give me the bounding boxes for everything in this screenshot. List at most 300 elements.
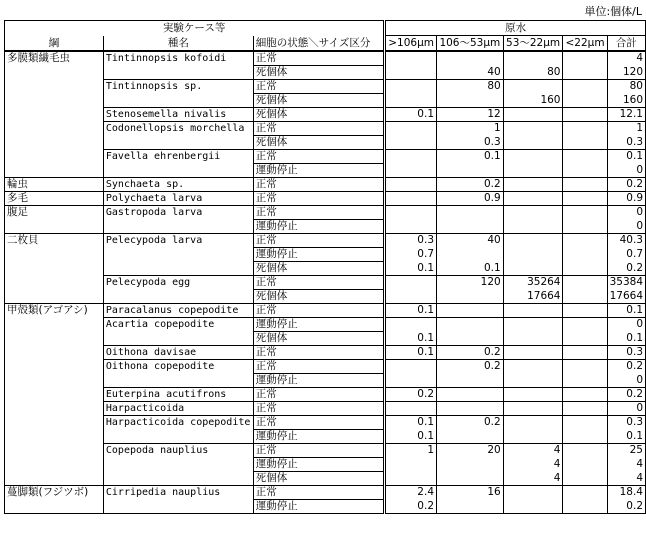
value-cell bbox=[503, 220, 563, 234]
total-cell: 0 bbox=[607, 220, 645, 234]
species-cell bbox=[103, 94, 253, 108]
value-cell: 0.1 bbox=[437, 150, 504, 164]
state-cell: 正常 bbox=[253, 416, 384, 430]
value-cell bbox=[385, 220, 437, 234]
class-cell bbox=[5, 122, 104, 136]
state-cell: 運動停止 bbox=[253, 318, 384, 332]
value-cell bbox=[563, 304, 607, 318]
total-cell: 0.2 bbox=[607, 262, 645, 276]
value-cell bbox=[563, 80, 607, 94]
state-cell: 正常 bbox=[253, 122, 384, 136]
value-cell bbox=[503, 500, 563, 514]
value-cell bbox=[563, 332, 607, 346]
unit-label: 単位:個体/L bbox=[584, 5, 642, 18]
value-cell bbox=[385, 374, 437, 388]
value-cell bbox=[385, 360, 437, 374]
total-cell: 4 bbox=[607, 472, 645, 486]
state-cell: 運動停止 bbox=[253, 220, 384, 234]
value-cell bbox=[503, 164, 563, 178]
species-cell bbox=[103, 472, 253, 486]
value-cell bbox=[503, 51, 563, 66]
species-cell: Tintinnopsis sp. bbox=[103, 80, 253, 94]
size-header: 53～22μm bbox=[503, 36, 563, 52]
value-cell: 1 bbox=[437, 122, 504, 136]
species-cell bbox=[103, 458, 253, 472]
state-cell: 正常 bbox=[253, 51, 384, 66]
value-cell bbox=[503, 108, 563, 122]
value-cell bbox=[437, 248, 504, 262]
state-cell: 運動停止 bbox=[253, 458, 384, 472]
value-cell: 120 bbox=[437, 276, 504, 290]
total-header: 合計 bbox=[607, 36, 645, 52]
class-header: 綱 bbox=[5, 36, 104, 52]
state-cell: 正常 bbox=[253, 486, 384, 500]
state-cell: 死個体 bbox=[253, 290, 384, 304]
total-cell: 0.3 bbox=[607, 416, 645, 430]
value-cell bbox=[385, 178, 437, 192]
species-cell bbox=[103, 248, 253, 262]
table-row bbox=[5, 402, 646, 416]
table-row bbox=[5, 290, 646, 304]
size-header: 106～53μm bbox=[437, 36, 504, 52]
state-cell: 正常 bbox=[253, 206, 384, 220]
class-cell: 多毛 bbox=[5, 192, 104, 206]
total-cell: 0 bbox=[607, 402, 645, 416]
value-cell bbox=[385, 122, 437, 136]
total-cell: 0.1 bbox=[607, 332, 645, 346]
species-cell: Codonellopsis morchella bbox=[103, 122, 253, 136]
value-cell: 0.7 bbox=[385, 248, 437, 262]
value-cell: 0.3 bbox=[437, 136, 504, 150]
value-cell: 4 bbox=[503, 472, 563, 486]
total-cell: 0.3 bbox=[607, 346, 645, 360]
value-cell bbox=[563, 192, 607, 206]
total-cell: 1 bbox=[607, 122, 645, 136]
value-cell bbox=[503, 136, 563, 150]
species-cell bbox=[103, 290, 253, 304]
class-cell bbox=[5, 262, 104, 276]
table-row bbox=[5, 416, 646, 430]
value-cell: 1 bbox=[385, 444, 437, 458]
value-cell bbox=[563, 248, 607, 262]
value-cell bbox=[563, 136, 607, 150]
value-cell: 16 bbox=[437, 486, 504, 500]
value-cell: 80 bbox=[437, 80, 504, 94]
species-cell bbox=[103, 220, 253, 234]
total-cell: 120 bbox=[607, 66, 645, 80]
class-cell: 輪虫 bbox=[5, 178, 104, 192]
species-cell bbox=[103, 262, 253, 276]
value-cell bbox=[503, 402, 563, 416]
source-header: 原水 bbox=[385, 21, 646, 36]
class-cell: 腹足 bbox=[5, 206, 104, 220]
value-cell bbox=[563, 94, 607, 108]
table-row bbox=[5, 360, 646, 374]
state-cell: 正常 bbox=[253, 388, 384, 402]
value-cell: 17664 bbox=[503, 290, 563, 304]
value-cell: 80 bbox=[503, 66, 563, 80]
total-cell: 0.2 bbox=[607, 178, 645, 192]
value-cell bbox=[563, 444, 607, 458]
species-cell bbox=[103, 66, 253, 80]
species-cell: Acartia copepodite bbox=[103, 318, 253, 332]
value-cell: 2.4 bbox=[385, 486, 437, 500]
value-cell: 0.1 bbox=[385, 430, 437, 444]
table-row bbox=[5, 500, 646, 514]
species-cell bbox=[103, 430, 253, 444]
value-cell bbox=[503, 80, 563, 94]
value-cell: 0.2 bbox=[437, 360, 504, 374]
value-cell bbox=[437, 290, 504, 304]
value-cell bbox=[385, 164, 437, 178]
class-cell bbox=[5, 66, 104, 80]
value-cell bbox=[385, 150, 437, 164]
total-cell: 0 bbox=[607, 206, 645, 220]
class-cell bbox=[5, 346, 104, 360]
value-cell bbox=[385, 94, 437, 108]
total-cell: 18.4 bbox=[607, 486, 645, 500]
table-row bbox=[5, 304, 646, 318]
value-cell bbox=[437, 51, 504, 66]
value-cell bbox=[503, 178, 563, 192]
species-cell bbox=[103, 136, 253, 150]
table-row bbox=[5, 192, 646, 206]
table-row bbox=[5, 248, 646, 262]
value-cell bbox=[385, 206, 437, 220]
value-cell bbox=[385, 290, 437, 304]
class-cell: 甲殻類(アゴアシ) bbox=[5, 304, 104, 318]
value-cell bbox=[563, 276, 607, 290]
value-cell bbox=[503, 388, 563, 402]
table-row bbox=[5, 486, 646, 500]
total-cell: 0.9 bbox=[607, 192, 645, 206]
class-cell bbox=[5, 276, 104, 290]
class-cell: 蔓脚類(フジツボ) bbox=[5, 486, 104, 500]
value-cell bbox=[503, 346, 563, 360]
value-cell bbox=[563, 178, 607, 192]
table-row bbox=[5, 276, 646, 290]
species-cell: Euterpina acutifrons bbox=[103, 388, 253, 402]
class-cell bbox=[5, 444, 104, 458]
species-cell: Stenosemella nivalis bbox=[103, 108, 253, 122]
class-cell bbox=[5, 430, 104, 444]
value-cell: 4 bbox=[503, 444, 563, 458]
species-cell: Cirripedia nauplius bbox=[103, 486, 253, 500]
table-row bbox=[5, 374, 646, 388]
table-row bbox=[5, 318, 646, 332]
value-cell bbox=[563, 150, 607, 164]
state-cell: 運動停止 bbox=[253, 500, 384, 514]
state-cell: 運動停止 bbox=[253, 248, 384, 262]
total-cell: 80 bbox=[607, 80, 645, 94]
value-cell bbox=[563, 402, 607, 416]
table-row bbox=[5, 136, 646, 150]
state-cell: 正常 bbox=[253, 80, 384, 94]
class-cell bbox=[5, 80, 104, 94]
total-cell: 0.7 bbox=[607, 248, 645, 262]
value-cell bbox=[437, 374, 504, 388]
value-cell bbox=[563, 430, 607, 444]
value-cell bbox=[437, 304, 504, 318]
state-cell: 正常 bbox=[253, 346, 384, 360]
value-cell bbox=[503, 360, 563, 374]
value-cell bbox=[563, 360, 607, 374]
class-cell bbox=[5, 220, 104, 234]
value-cell: 4 bbox=[503, 458, 563, 472]
value-cell: 0.1 bbox=[385, 346, 437, 360]
total-cell: 4 bbox=[607, 458, 645, 472]
value-cell: 0.2 bbox=[437, 178, 504, 192]
value-cell bbox=[437, 458, 504, 472]
class-cell: 二枚貝 bbox=[5, 234, 104, 248]
value-cell bbox=[503, 430, 563, 444]
class-cell: 多膜類繊毛虫 bbox=[5, 51, 104, 66]
value-cell bbox=[563, 290, 607, 304]
table-row bbox=[5, 66, 646, 80]
species-cell: Synchaeta sp. bbox=[103, 178, 253, 192]
value-cell bbox=[503, 374, 563, 388]
value-cell: 40 bbox=[437, 234, 504, 248]
value-cell bbox=[563, 472, 607, 486]
class-cell bbox=[5, 388, 104, 402]
total-cell: 0.1 bbox=[607, 304, 645, 318]
value-cell: 0.1 bbox=[385, 332, 437, 346]
class-cell bbox=[5, 416, 104, 430]
species-cell: Polychaeta larva bbox=[103, 192, 253, 206]
value-cell bbox=[563, 108, 607, 122]
table-row bbox=[5, 164, 646, 178]
class-cell bbox=[5, 472, 104, 486]
total-cell: 0.1 bbox=[607, 430, 645, 444]
total-cell: 0 bbox=[607, 374, 645, 388]
value-cell: 0.1 bbox=[437, 262, 504, 276]
class-cell bbox=[5, 136, 104, 150]
state-cell: 正常 bbox=[253, 402, 384, 416]
value-cell bbox=[437, 500, 504, 514]
value-cell bbox=[503, 150, 563, 164]
value-cell bbox=[563, 262, 607, 276]
value-cell bbox=[437, 402, 504, 416]
value-cell: 0.1 bbox=[385, 262, 437, 276]
total-cell: 0 bbox=[607, 164, 645, 178]
table-row bbox=[5, 234, 646, 248]
state-cell: 正常 bbox=[253, 192, 384, 206]
table-row bbox=[5, 458, 646, 472]
value-cell bbox=[437, 332, 504, 346]
data-table bbox=[4, 20, 646, 514]
class-cell bbox=[5, 150, 104, 164]
value-cell bbox=[385, 80, 437, 94]
table-row bbox=[5, 388, 646, 402]
species-cell: Oithona copepodite bbox=[103, 360, 253, 374]
total-cell: 35384 bbox=[607, 276, 645, 290]
value-cell: 0.1 bbox=[385, 416, 437, 430]
total-cell: 17664 bbox=[607, 290, 645, 304]
class-cell bbox=[5, 402, 104, 416]
value-cell bbox=[437, 472, 504, 486]
value-cell bbox=[503, 192, 563, 206]
value-cell: 0.2 bbox=[385, 388, 437, 402]
class-cell bbox=[5, 458, 104, 472]
value-cell bbox=[385, 458, 437, 472]
value-cell: 0.9 bbox=[437, 192, 504, 206]
state-header: 細胞の状態＼サイズ区分 bbox=[253, 36, 384, 52]
value-cell bbox=[563, 234, 607, 248]
table-row bbox=[5, 150, 646, 164]
total-cell: 0.2 bbox=[607, 360, 645, 374]
value-cell bbox=[385, 318, 437, 332]
value-cell bbox=[563, 416, 607, 430]
species-cell: Pelecypoda egg bbox=[103, 276, 253, 290]
species-cell bbox=[103, 500, 253, 514]
table-row bbox=[5, 444, 646, 458]
table-row bbox=[5, 94, 646, 108]
size-header: <22μm bbox=[563, 36, 607, 52]
value-cell bbox=[503, 248, 563, 262]
species-cell: Harpacticoida copepodite bbox=[103, 416, 253, 430]
state-cell: 死個体 bbox=[253, 262, 384, 276]
total-cell: 160 bbox=[607, 94, 645, 108]
value-cell bbox=[385, 136, 437, 150]
table-row bbox=[5, 430, 646, 444]
value-cell: 12 bbox=[437, 108, 504, 122]
value-cell bbox=[437, 430, 504, 444]
value-cell: 0.1 bbox=[385, 304, 437, 318]
value-cell bbox=[437, 206, 504, 220]
value-cell bbox=[563, 458, 607, 472]
value-cell bbox=[563, 220, 607, 234]
state-cell: 正常 bbox=[253, 360, 384, 374]
value-cell: 0.1 bbox=[385, 108, 437, 122]
class-cell bbox=[5, 360, 104, 374]
total-cell: 0.1 bbox=[607, 150, 645, 164]
table-row bbox=[5, 206, 646, 220]
total-cell: 0 bbox=[607, 318, 645, 332]
table-row bbox=[5, 122, 646, 136]
species-cell: Copepoda nauplius bbox=[103, 444, 253, 458]
state-cell: 死個体 bbox=[253, 472, 384, 486]
state-cell: 正常 bbox=[253, 234, 384, 248]
value-cell bbox=[437, 220, 504, 234]
value-cell bbox=[563, 206, 607, 220]
state-cell: 死個体 bbox=[253, 332, 384, 346]
value-cell bbox=[563, 122, 607, 136]
table-row bbox=[5, 80, 646, 94]
value-cell bbox=[503, 262, 563, 276]
class-cell bbox=[5, 290, 104, 304]
state-cell: 運動停止 bbox=[253, 374, 384, 388]
species-cell: Tintinnopsis kofoidi bbox=[103, 51, 253, 66]
value-cell: 0.2 bbox=[437, 416, 504, 430]
value-cell bbox=[563, 388, 607, 402]
species-cell: Harpacticoida bbox=[103, 402, 253, 416]
table-row bbox=[5, 262, 646, 276]
class-cell bbox=[5, 164, 104, 178]
value-cell bbox=[437, 318, 504, 332]
value-cell: 20 bbox=[437, 444, 504, 458]
value-cell bbox=[503, 234, 563, 248]
value-cell bbox=[563, 164, 607, 178]
value-cell bbox=[503, 332, 563, 346]
value-cell bbox=[385, 66, 437, 80]
state-cell: 正常 bbox=[253, 178, 384, 192]
value-cell bbox=[563, 51, 607, 66]
size-header: >106μm bbox=[385, 36, 437, 52]
table-row bbox=[5, 332, 646, 346]
species-cell: Favella ehrenbergii bbox=[103, 150, 253, 164]
value-cell bbox=[503, 206, 563, 220]
value-cell bbox=[503, 122, 563, 136]
state-cell: 運動停止 bbox=[253, 164, 384, 178]
value-cell bbox=[503, 416, 563, 430]
value-cell bbox=[563, 318, 607, 332]
table-row bbox=[5, 51, 646, 66]
species-cell: Gastropoda larva bbox=[103, 206, 253, 220]
value-cell bbox=[503, 318, 563, 332]
value-cell bbox=[385, 472, 437, 486]
value-cell bbox=[563, 486, 607, 500]
class-cell bbox=[5, 248, 104, 262]
species-cell bbox=[103, 374, 253, 388]
value-cell bbox=[437, 388, 504, 402]
table-row bbox=[5, 178, 646, 192]
total-cell: 40.3 bbox=[607, 234, 645, 248]
state-cell: 死個体 bbox=[253, 66, 384, 80]
state-cell: 運動停止 bbox=[253, 430, 384, 444]
value-cell bbox=[503, 486, 563, 500]
total-cell: 25 bbox=[607, 444, 645, 458]
value-cell: 35264 bbox=[503, 276, 563, 290]
value-cell: 0.3 bbox=[385, 234, 437, 248]
species-cell bbox=[103, 164, 253, 178]
table-row bbox=[5, 220, 646, 234]
value-cell bbox=[437, 94, 504, 108]
total-cell: 4 bbox=[607, 51, 645, 66]
state-cell: 死個体 bbox=[253, 136, 384, 150]
table-row bbox=[5, 346, 646, 360]
value-cell bbox=[503, 304, 563, 318]
value-cell bbox=[385, 402, 437, 416]
value-cell bbox=[563, 374, 607, 388]
total-cell: 0.3 bbox=[607, 136, 645, 150]
species-cell: Oithona davisae bbox=[103, 346, 253, 360]
table-row bbox=[5, 108, 646, 122]
value-cell: 160 bbox=[503, 94, 563, 108]
species-cell bbox=[103, 332, 253, 346]
class-cell bbox=[5, 318, 104, 332]
value-cell: 0.2 bbox=[437, 346, 504, 360]
class-cell bbox=[5, 332, 104, 346]
value-cell bbox=[563, 500, 607, 514]
species-cell: Paracalanus copepodite bbox=[103, 304, 253, 318]
value-cell: 0.2 bbox=[385, 500, 437, 514]
state-cell: 正常 bbox=[253, 150, 384, 164]
value-cell bbox=[437, 164, 504, 178]
state-cell: 正常 bbox=[253, 276, 384, 290]
state-cell: 死個体 bbox=[253, 108, 384, 122]
value-cell bbox=[563, 66, 607, 80]
total-cell: 12.1 bbox=[607, 108, 645, 122]
value-cell bbox=[385, 51, 437, 66]
value-cell bbox=[563, 346, 607, 360]
case-header: 実験ケース等 bbox=[5, 21, 385, 36]
state-cell: 正常 bbox=[253, 304, 384, 318]
species-header: 種名 bbox=[103, 36, 253, 52]
class-cell bbox=[5, 94, 104, 108]
state-cell: 死個体 bbox=[253, 94, 384, 108]
total-cell: 0.2 bbox=[607, 500, 645, 514]
value-cell: 40 bbox=[437, 66, 504, 80]
